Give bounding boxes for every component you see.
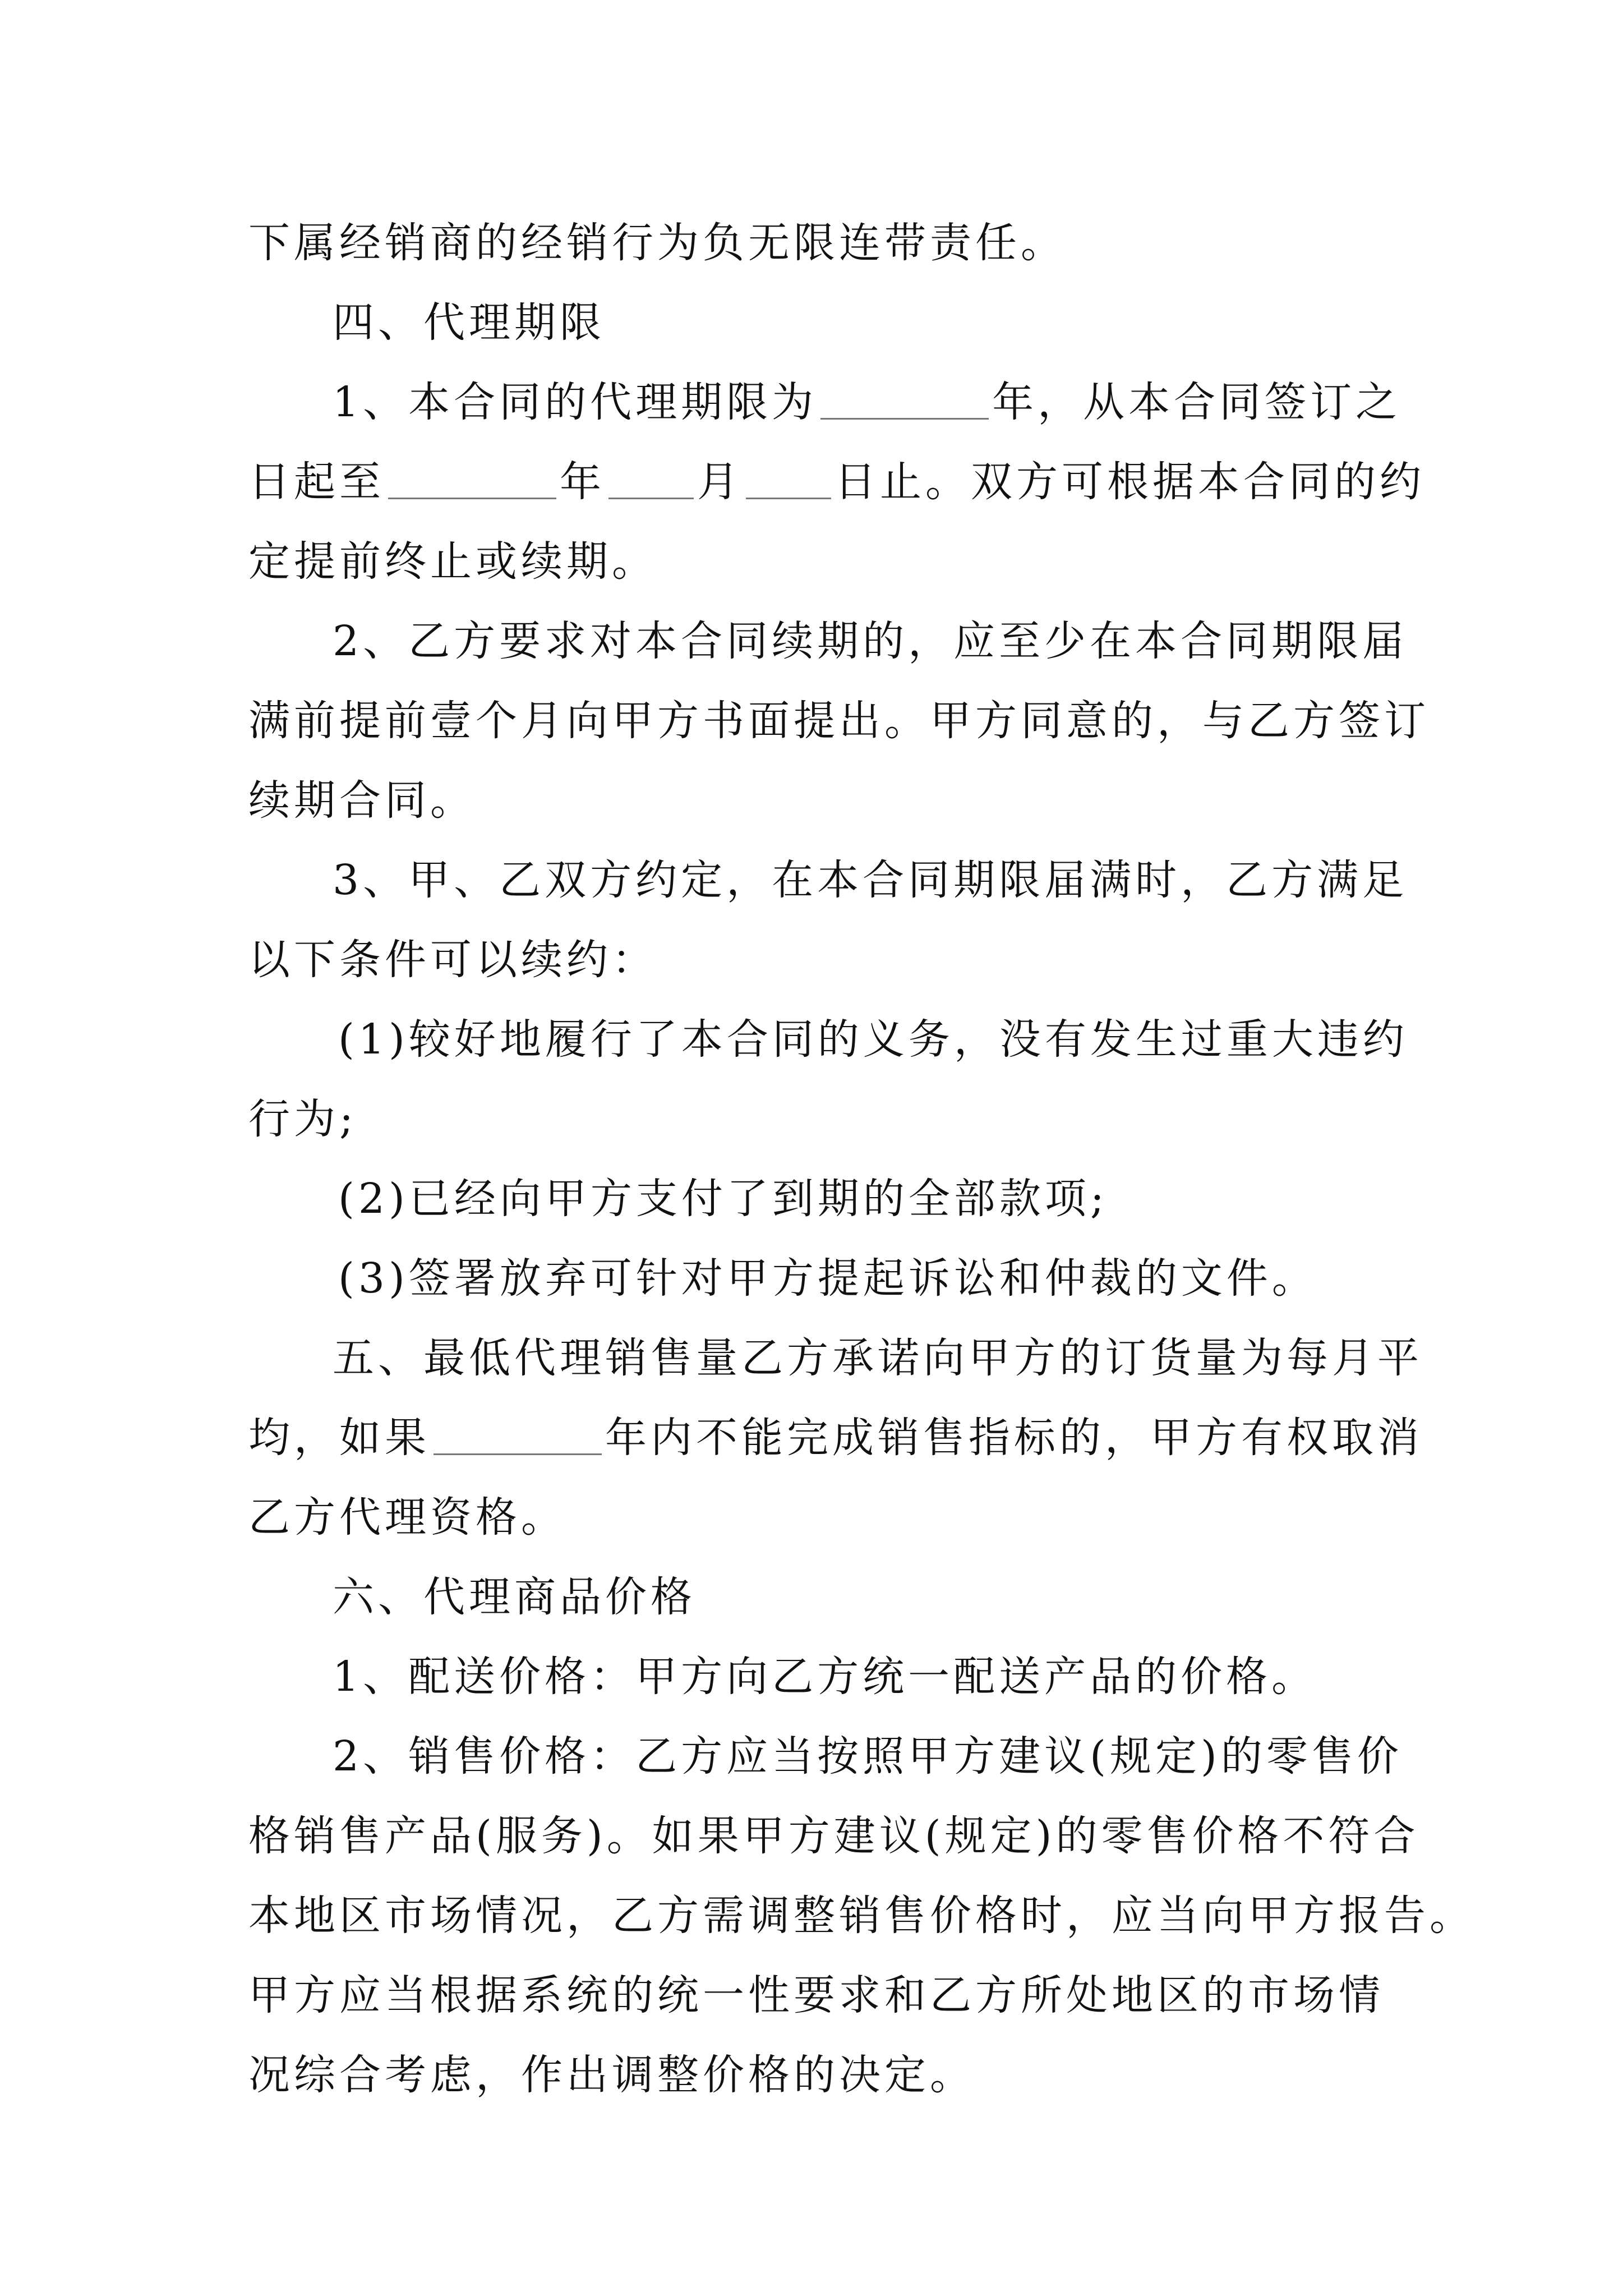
line-text: 月 [697, 458, 743, 506]
blank-field-year [388, 466, 556, 499]
line-text: 五、最低代理销售量乙方承诺向甲方的订货量为每月平 [333, 1334, 1423, 1382]
line-text: 3、甲、乙双方约定，在本合同期限届满时，乙方满足 [333, 856, 1408, 904]
paragraph-line [248, 203, 1384, 283]
line-text: 行为; [248, 1095, 357, 1143]
paragraph-line [248, 840, 1408, 920]
paragraph-line [248, 1398, 1423, 1478]
line-text: 续期合同。 [248, 776, 476, 825]
paragraph-line [248, 362, 1401, 442]
section-heading-term [248, 283, 1384, 362]
blank-field-years [820, 386, 989, 420]
paragraph-line [248, 601, 1408, 681]
line-text: 格销售产品(服务)。如果甲方建议(规定)的零售价格不符合 [248, 1812, 1419, 1860]
paragraph-line [248, 761, 1384, 840]
line-text: 年 [560, 458, 605, 506]
paragraph-line [248, 2035, 1384, 2115]
document-body [248, 203, 1475, 2115]
line-text: 乙方代理资格。 [248, 1493, 566, 1542]
line-text: 况综合考虑，作出调整价格的决定。 [248, 2051, 975, 2099]
paragraph-line [248, 681, 1430, 761]
paragraph-line [248, 1717, 1403, 1796]
line-text: (3)签署放弃可针对甲方提起诉讼和仲裁的文件。 [338, 1254, 1317, 1303]
line-text: 日起至 [248, 458, 385, 506]
line-text: 满前提前壹个月向甲方书面提出。甲方同意的，与乙方签订 [248, 697, 1430, 745]
paragraph-line [248, 1079, 1384, 1159]
line-text: 甲方应当根据系统的统一性要求和乙方所处地区的市场情 [248, 1971, 1384, 2019]
paragraph-line [248, 1478, 1384, 1557]
line-text: 年内不能完成销售指标的，甲方有权取消 [605, 1414, 1423, 1462]
line-text: 2、销售价格：乙方应当按照甲方建议(规定)的零售价 [333, 1732, 1403, 1780]
section-heading-price [248, 1557, 1384, 1637]
paragraph-line [248, 1876, 1475, 1955]
line-text: 本地区市场情况，乙方需调整销售价格时，应当向甲方报告。 [248, 1892, 1475, 1940]
line-text: 均，如果 [248, 1414, 430, 1462]
line-text: 定提前终止或续期。 [248, 537, 657, 586]
list-item [248, 1159, 1384, 1239]
blank-field-day [746, 466, 831, 499]
line-text: (1)较好地履行了本合同的义务，没有发生过重大违约 [338, 1015, 1408, 1064]
line-text: 1、配送价格：甲方向乙方统一配送产品的价格。 [333, 1653, 1317, 1701]
line-text: 年，从本合同签订之 [992, 378, 1401, 426]
line-text: (2)已经向甲方支付了到期的全部款项; [338, 1175, 1108, 1223]
blank-field-month [608, 466, 694, 499]
paragraph-line [248, 1637, 1384, 1717]
list-item [248, 1000, 1408, 1079]
paragraph-line [248, 1318, 1423, 1398]
list-item [248, 1239, 1384, 1318]
line-text: 日止。双方可根据本合同的约 [834, 458, 1425, 506]
paragraph-line [248, 920, 1384, 1000]
line-text: 1、本合同的代理期限为 [333, 378, 818, 426]
paragraph-line [248, 522, 1384, 601]
paragraph-line [248, 442, 1425, 522]
paragraph-line [248, 1796, 1419, 1876]
line-text: 下属经销商的经销行为负无限连带责任。 [248, 219, 1066, 267]
line-text: 以下条件可以续约： [248, 936, 657, 984]
paragraph-line [248, 1955, 1384, 2035]
line-text: 2、乙方要求对本合同续期的，应至少在本合同期限届 [333, 617, 1408, 665]
heading-text: 六、代理商品价格 [333, 1573, 696, 1621]
blank-field-years [434, 1422, 602, 1455]
heading-text: 四、代理期限 [333, 298, 605, 347]
